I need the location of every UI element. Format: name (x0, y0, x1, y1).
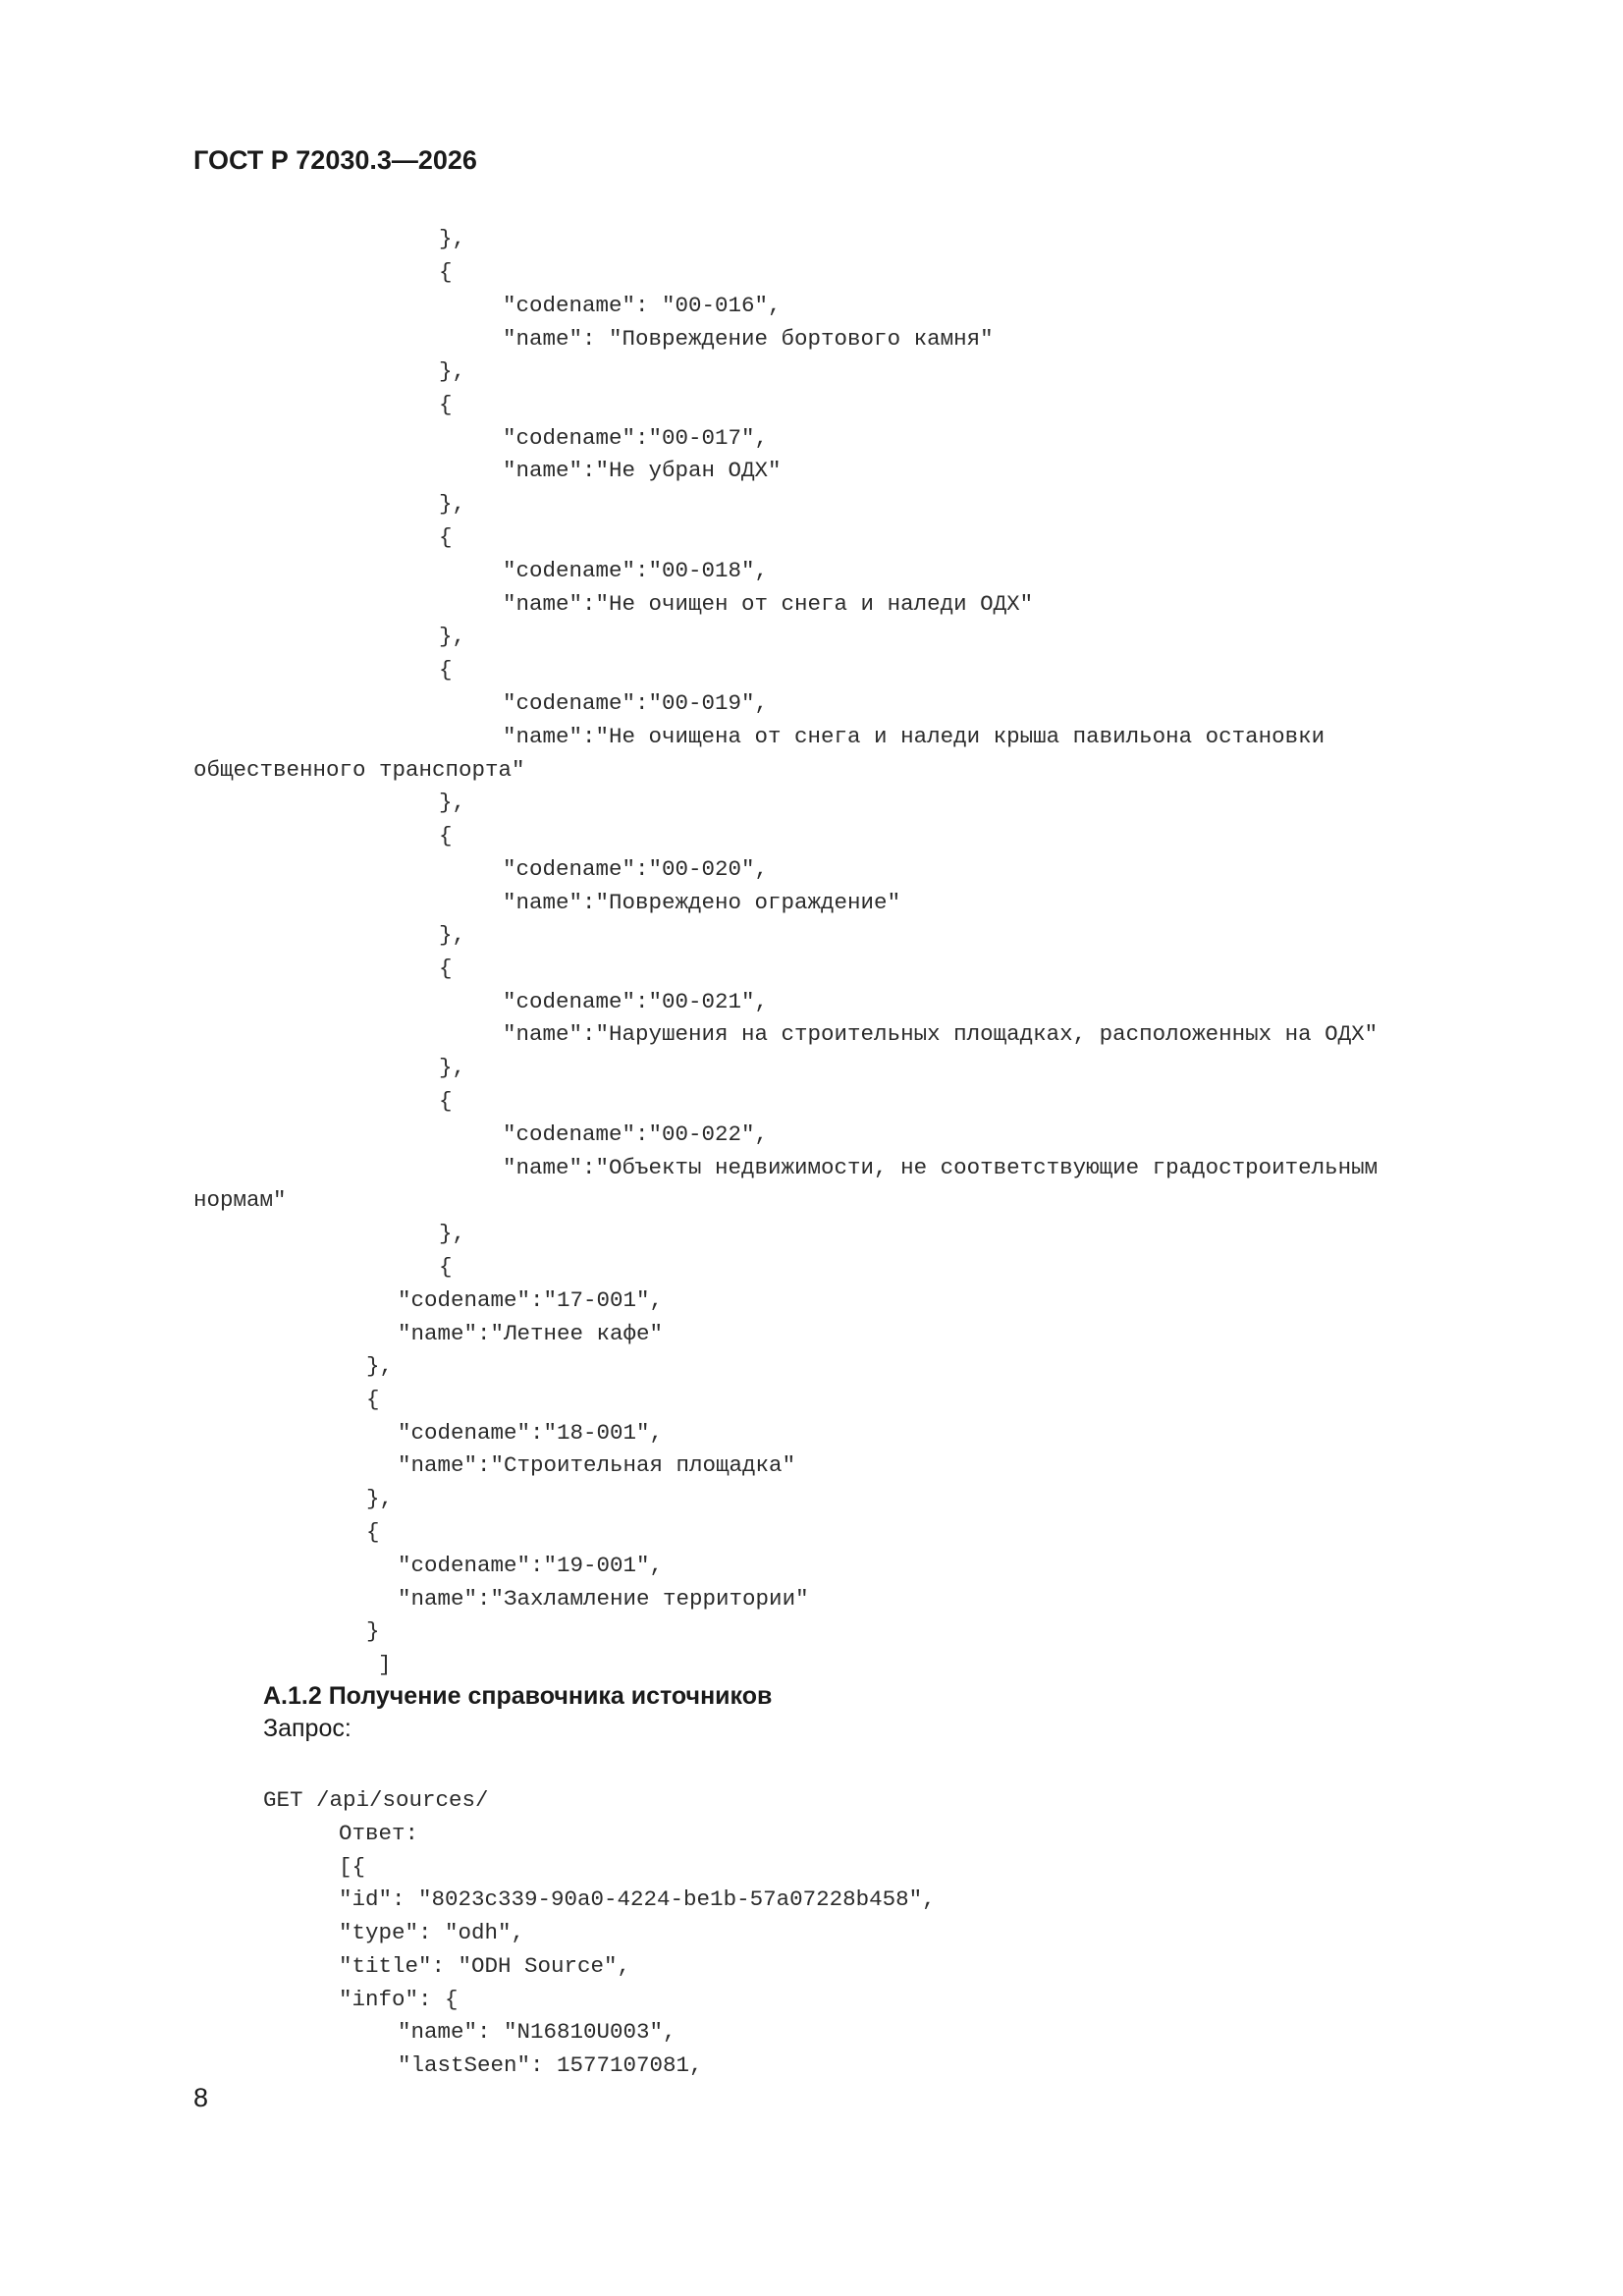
code-line: "id": "8023c339-90a0-4224-be1b-57a07228b458", (339, 1886, 936, 1912)
code-line: "codename":"17-001", (398, 1287, 664, 1313)
code-line: Ответ: (339, 1821, 419, 1846)
code-line: "name":"Повреждено ограждение" (503, 890, 901, 915)
code-line: "codename":"18-001", (398, 1420, 664, 1446)
code-line: "codename":"19-001", (398, 1553, 664, 1578)
code-line: "codename":"00-018", (503, 558, 769, 583)
code-line: [{ (339, 1854, 366, 1880)
code-line: "name":"Объекты недвижимости, не соответствующие градостроительным (503, 1155, 1379, 1180)
code-line: "name":"Нарушения на строительных площадках, расположенных на ОДХ" (503, 1021, 1379, 1047)
document-header: ГОСТ Р 72030.3—2026 (193, 145, 477, 175)
code-line: "info": { (339, 1987, 459, 2012)
code-line: }, (439, 624, 466, 649)
code-line: "name":"Не очищен от снега и наледи ОДХ" (503, 591, 1034, 617)
code-line: нормам" (193, 1187, 287, 1213)
code-line: { (439, 259, 453, 285)
code-line: { (439, 657, 453, 683)
code-line: { (366, 1387, 380, 1412)
page-number: 8 (193, 2083, 209, 2112)
code-line: { (439, 1088, 453, 1114)
code-line: "codename":"00-020", (503, 856, 769, 882)
code-line: "name":"Летнее кафе" (398, 1321, 664, 1346)
code-line: "codename":"00-017", (503, 425, 769, 451)
code-line: { (439, 823, 453, 848)
code-line: "codename":"00-021", (503, 989, 769, 1014)
code-line: { (439, 956, 453, 981)
code-line: "name": "N16810U003", (398, 2019, 676, 2045)
code-line: "name": "Повреждение бортового камня" (503, 326, 994, 352)
code-line: }, (439, 1221, 466, 1246)
code-line: "type": "odh", (339, 1920, 525, 1945)
code-line: "name":"Не убран ОДХ" (503, 458, 782, 483)
code-line: общественного транспорта" (193, 757, 525, 783)
code-line: ] (378, 1652, 392, 1677)
code-line: "name":"Не очищена от снега и наледи крыша павильона остановки (503, 724, 1325, 749)
code-line: }, (366, 1486, 394, 1511)
code-line: { (439, 524, 453, 550)
code-line: "name":"Захламление территории" (398, 1586, 809, 1612)
code-line: }, (439, 226, 466, 251)
code-line: "codename":"00-019", (503, 690, 769, 716)
code-line: }, (366, 1353, 394, 1379)
code-line: } (366, 1618, 380, 1644)
code-line: "name":"Строительная площадка" (398, 1452, 796, 1478)
code-line: }, (439, 790, 466, 815)
code-line: }, (439, 491, 466, 517)
code-line: }, (439, 358, 466, 384)
code-line: "codename":"00-022", (503, 1121, 769, 1147)
code-line: { (366, 1519, 380, 1545)
code-line: "title": "ODH Source", (339, 1953, 631, 1979)
code-line: }, (439, 1055, 466, 1080)
code-line: GET /api/sources/ (263, 1787, 489, 1813)
code-line: "lastSeen": 1577107081, (398, 2052, 703, 2078)
code-line: { (439, 392, 453, 417)
section-heading: А.1.2 Получение справочника источников (263, 1682, 773, 1710)
code-line: }, (439, 922, 466, 948)
code-line: { (439, 1254, 453, 1280)
code-line: "codename": "00-016", (503, 293, 782, 318)
request-label: Запрос: (263, 1715, 352, 1742)
